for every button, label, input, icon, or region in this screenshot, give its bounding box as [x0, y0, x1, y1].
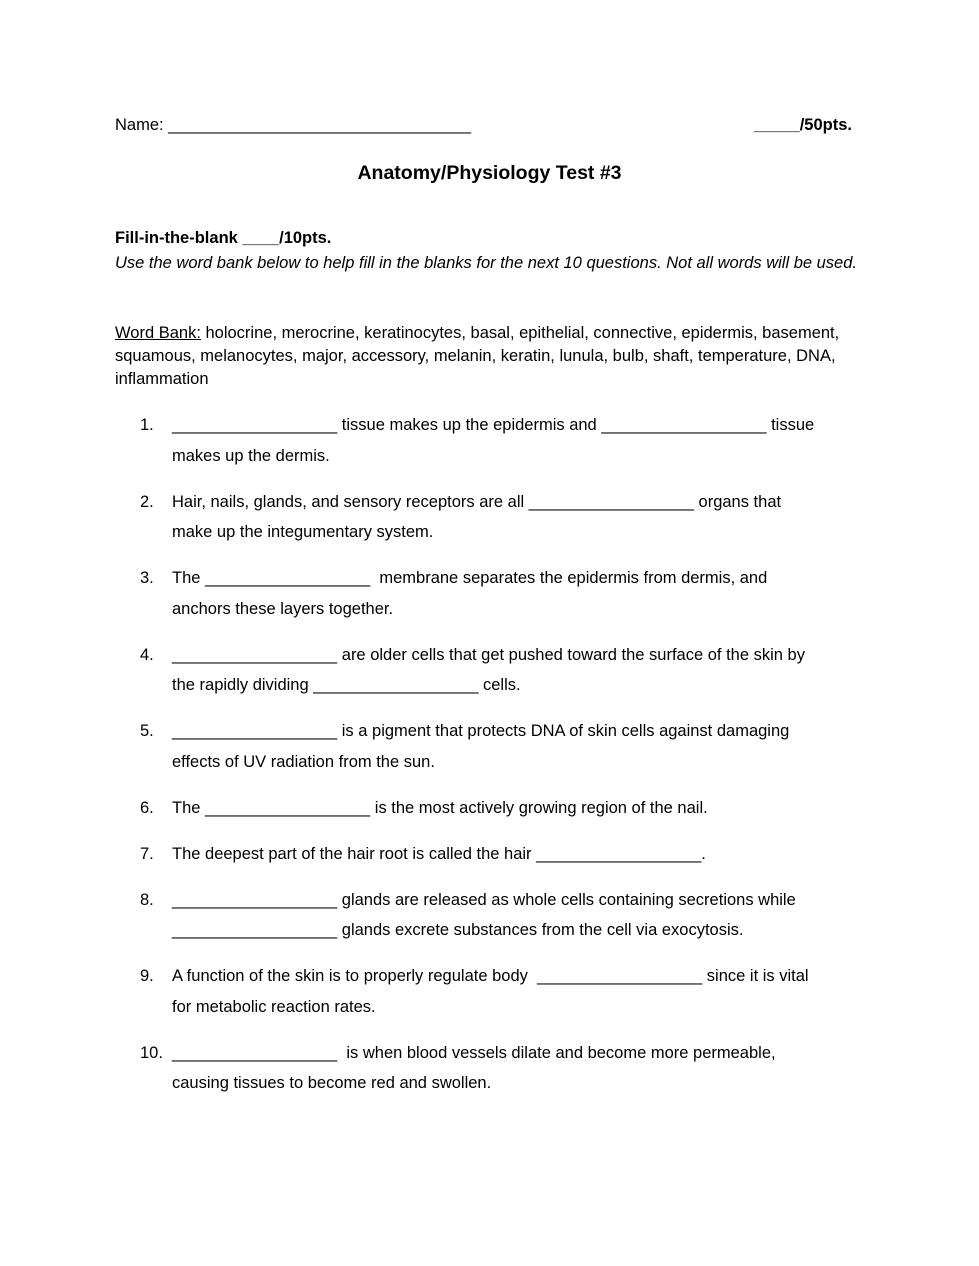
question-item — [140, 839, 870, 870]
name-field[interactable]: Name: _________________________________ — [115, 116, 472, 134]
question-item — [140, 563, 870, 624]
question-number: 5. — [140, 722, 154, 740]
question-number: 8. — [140, 890, 154, 909]
question-number: 2. — [140, 492, 154, 511]
question-text-line: The __________________ is the most actively growing region of the nail. — [172, 798, 708, 817]
page-title: Anatomy/Physiology Test #3 — [357, 162, 622, 184]
question-text-line: for metabolic reaction rates. — [172, 997, 376, 1016]
question-item — [140, 1038, 870, 1099]
question-text-line: makes up the dermis. — [172, 446, 330, 465]
question-number: 10. — [140, 1043, 163, 1062]
question-number: 4. — [140, 645, 154, 664]
question-number: 3. — [140, 569, 154, 587]
question-item — [140, 961, 870, 1022]
question-text-line: __________________ is when blood vessels dilate and become more permeable, — [172, 1043, 776, 1062]
question-text-line: __________________ are older cells that get pushed toward the surface of the skin by — [172, 645, 805, 664]
question-text-line: causing tissues to become red and swollen. — [172, 1074, 492, 1092]
question-text-line: __________________ is a pigment that protects DNA of skin cells against damaging — [172, 722, 790, 740]
question-text-line: make up the integumentary system. — [172, 523, 434, 541]
section-heading: Fill-in-the-blank ____/10pts. — [115, 229, 332, 247]
question-number: 6. — [140, 798, 154, 817]
question-text-line: __________________ tissue makes up the epidermis and __________________ tissue — [172, 416, 815, 434]
question-list — [140, 410, 870, 1114]
question-item — [140, 640, 870, 701]
question-text-line: effects of UV radiation from the sun. — [172, 752, 435, 771]
question-item — [140, 793, 870, 824]
question-text-line: __________________ glands are released as whole cells containing secretions while — [172, 890, 796, 909]
question-number: 7. — [140, 844, 154, 863]
total-score: _____/50pts. — [753, 116, 852, 134]
question-text-line: The __________________ membrane separates the epidermis from dermis, and — [172, 569, 768, 587]
question-text-line: the rapidly dividing __________________ cells. — [172, 676, 521, 694]
word-bank-words: holocrine, merocrine, keratinocytes, basal, epithelial, connective, epidermis, basement, squamous, melanocytes, major, accessory, melanin, keratin, lunula, bulb, shaft, temperature, DNA, inflammation — [115, 324, 840, 388]
question-text-line: __________________ glands excrete substances from the cell via exocytosis. — [172, 921, 744, 939]
instructions: Use the word bank below to help fill in the blanks for the next 10 questions. Not all words will be used. — [115, 254, 857, 272]
question-number: 9. — [140, 967, 154, 985]
question-number: 1. — [140, 416, 154, 434]
question-item — [140, 487, 870, 548]
question-text-line: A function of the skin is to properly regulate body __________________ since it is vital — [172, 967, 809, 985]
question-item — [140, 885, 870, 946]
question-text-line: Hair, nails, glands, and sensory receptors are all __________________ organs that — [172, 492, 782, 511]
question-text-line: The deepest part of the hair root is called the hair __________________. — [172, 844, 706, 863]
word-bank — [115, 322, 855, 391]
question-item — [140, 716, 870, 777]
question-text-line: anchors these layers together. — [172, 599, 394, 618]
word-bank-label: Word Bank: — [115, 324, 201, 342]
question-item — [140, 410, 870, 471]
